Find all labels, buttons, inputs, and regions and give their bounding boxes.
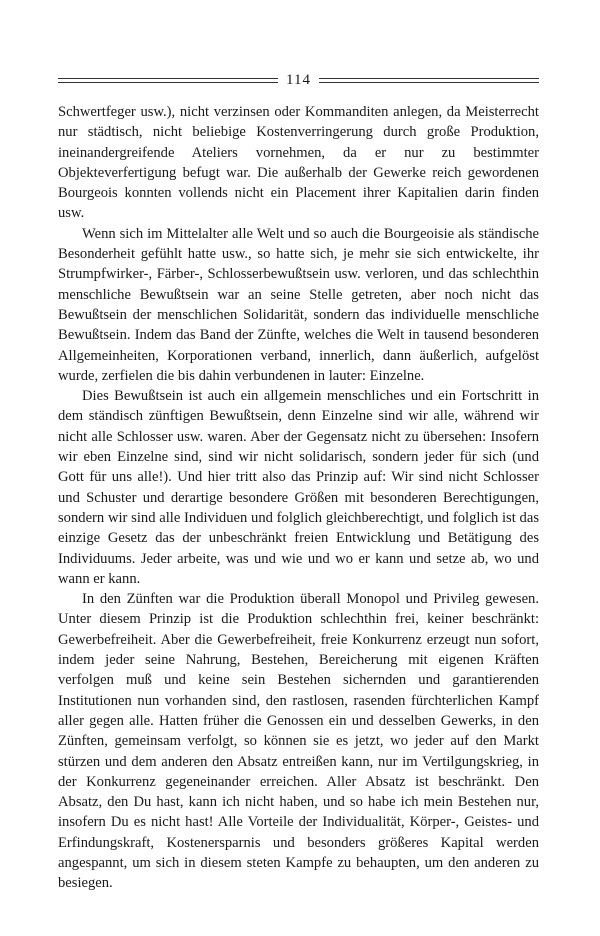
page-number: 114 — [286, 71, 311, 88]
book-page — [58, 68, 539, 894]
paragraph-2: Wenn sich im Mittelalter alle Welt und so auch die Bourgeoisie als ständische Besonderheit gefühlt hatte usw., so hatte sich, je mehr sie sich entwickelte, ihr Strumpfwirker-, Färber-, Schlosserbewußtsein usw. verloren, und das schlechthin menschliche Bewußtsein war an seine Stelle getreten, aber noch nicht das Bewußtsein der menschlichen Solidarität, sondern das individuelle menschliche Bewußtsein. Indem das Band der Zünfte, welches die Welt in tausend besonderen Allgemeinheiten, Korporationen verband, innerlich, dann äußerlich, aufgelöst wurde, zerfielen die bis dahin verbundenen in lauter: Einzelne. — [58, 225, 539, 384]
header-rule-right — [319, 78, 539, 83]
paragraph-4: In den Zünften war die Produktion überall Monopol und Privileg gewesen. Unter diesem Prinzip ist die Produktion schlechthin frei, keiner beschränkt: Gewerbefreiheit. Aber die Gewerbefreiheit, freie Konkurrenz erzeugt nun sofort, indem jeder seine Nahrung, Bestehen, Bereicherung mit eigenen Kräften verfolgen muß und keine sein Bestehen sichernden und garantierenden Institutionen nun vorhanden sind, den rastlosen, rasenden fürchterlichen Kampf aller gegen alle. Hatten früher die Genossen ein und desselben Gewerks, in den Zünften, gemeinsam verfolgt, so können sie es jetzt, wo jeder auf den Markt stürzen und dem anderen den Absatz entreißen kann, nur im Vertilgungskrieg, in der Konkurrenz gegeneinander erreichen. Aller Absatz ist beschränkt. Den Absatz, den Du hast, kann ich nicht haben, und so habe ich mein Bestehen nur, insofern Du es nicht hast! Alle Vorteile der Individualität, Körper-, Geistes- und Erfindungskraft, Kostenersparnis und besonders größeres Kapital werden angespannt, um sich in diesem steten Kampfe zu behaupten, um den anderen zu besiegen. — [58, 591, 539, 892]
header-rule-left — [58, 78, 278, 83]
paragraph-3: Dies Bewußtsein ist auch ein allgemein menschliches und ein Fortschritt in dem ständisch zünftigen Bewußtsein, denn Einzelne sind wir alle, während wir nicht alle Schlosser usw. waren. Aber der Gegensatz nicht zu übersehen: Insofern wir eben Einzelne sind, sind wir nicht solidarisch, sondern jeder für sich (und Gott für uns alle!). Und hier tritt also das Prinzip auf: Wir sind nicht Schlosser und Schuster und derartige besondere Größen mit besonderen Berechtigungen, sondern wir sind alle Individuen und folglich gleichberechtigt, und folglich ist das einzige Gesetz das der unbeschränkt freien Entwicklung und Betätigung des Individuums. Jeder arbeite, was und wie und wo er kann und setze ab, wo und wann er kann. — [58, 388, 539, 587]
page-header — [58, 68, 539, 92]
body-text — [58, 102, 539, 894]
paragraph-1: Schwertfeger usw.), nicht verzinsen oder Kommanditen anlegen, da Meisterrecht nur städtisch, nicht beliebige Kostenverringerung durch große Produktion, ineinandergreifende Ateliers vornehmen, da er nur zu bestimmter Objekteverfertigung befugt war. Die außerhalb der Gewerke reich gewordenen Bourgeois konnten vollends nicht ein Placement ihrer Kapitalien darin finden usw. — [58, 104, 539, 222]
